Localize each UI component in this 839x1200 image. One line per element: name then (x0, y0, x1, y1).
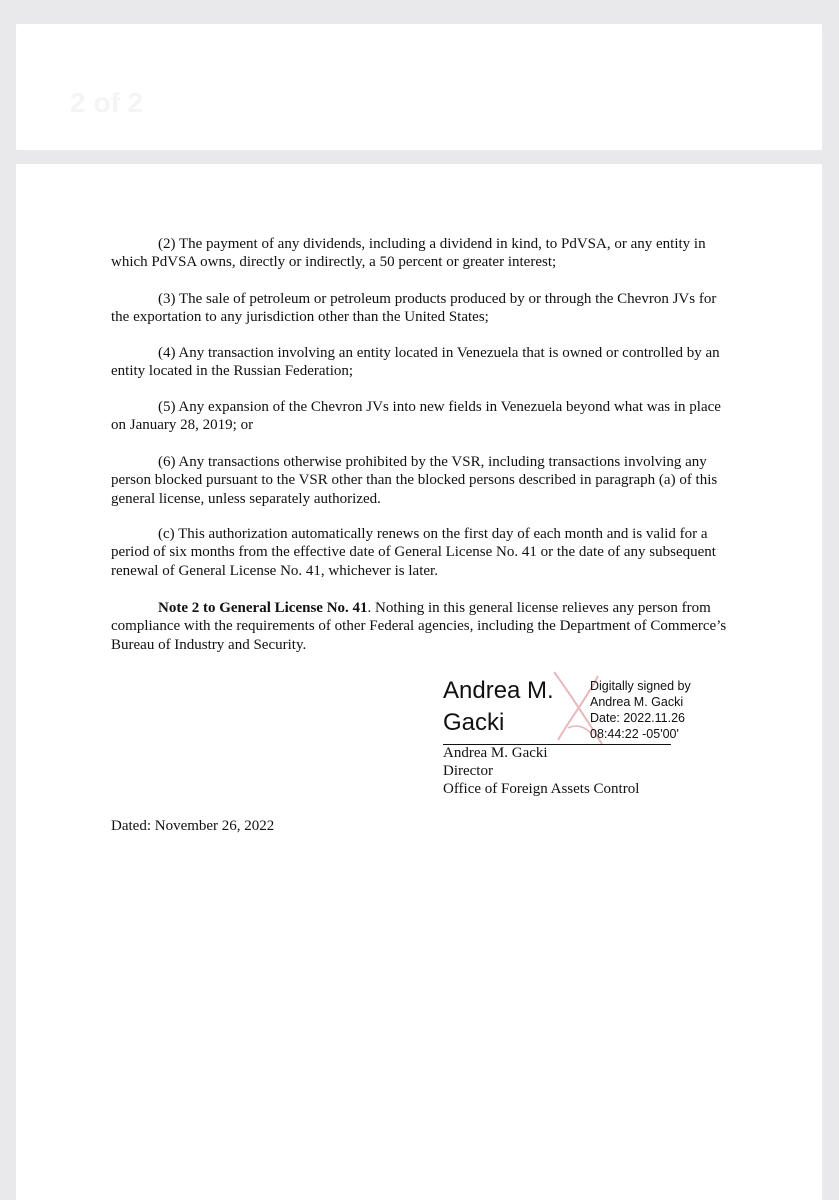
paragraph-6-text: (6) Any transactions otherwise prohibited by the VSR, including transactions involving any person blocked pursuant to the VSR other than the blocked persons described in paragraph (a) of this general license, unless separately authorized. (111, 454, 718, 507)
note-heading: Note 2 to General License No. 41 (158, 600, 368, 616)
paragraph-c-text: (c) This authorization automatically renews on the first day of each month and is valid for a period of six months from the effective date of General License No. 41 or the date of any subsequent renewal of General License No. 41, whichever is later. (111, 526, 716, 579)
paragraph-4-text: (4) Any transaction involving an entity located in Venezuela that is owned or controlled by an entity located in the Russian Federation; (111, 345, 720, 380)
page-indicator: 2 of 2 (70, 87, 144, 118)
signer-name: Andrea M. Gacki (443, 745, 548, 761)
paragraph-4 (111, 344, 731, 381)
digital-sign-date: Date: 2022.11.26 (590, 711, 685, 725)
paragraph-c (111, 525, 731, 580)
dated-line: Dated: November 26, 2022 (111, 818, 275, 834)
note-paragraph (111, 599, 731, 654)
signature-name-line2: Gacki (443, 709, 505, 736)
digital-sign-time: 08:44:22 -05'00' (590, 727, 679, 741)
signer-office: Office of Foreign Assets Control (443, 781, 640, 797)
paragraph-6 (111, 453, 731, 508)
signer-title: Director (443, 763, 493, 779)
paragraph-2-text: (2) The payment of any dividends, including a dividend in kind, to PdVSA, or any entity in which PdVSA owns, directly or indirectly, a 50 percent or greater interest; (111, 236, 706, 271)
signature-name-line1: Andrea M. (443, 677, 554, 704)
paragraph-2 (111, 235, 731, 272)
paragraph-3 (111, 290, 731, 327)
digital-sign-line1: Digitally signed by (590, 679, 691, 693)
paragraph-5 (111, 398, 731, 435)
note-text: . Nothing in this general license relieves any person from compliance with the requirements of other Federal agencies, including the Department of Commerce’s Bureau of Industry and Security. (111, 600, 727, 653)
digital-sign-line2: Andrea M. Gacki (590, 695, 684, 709)
paragraph-3-text: (3) The sale of petroleum or petroleum products produced by or through the Chevron JVs for the exportation to any jurisdiction other than the United States; (111, 291, 717, 326)
paragraph-5-text: (5) Any expansion of the Chevron JVs into new fields in Venezuela beyond what was in place on January 28, 2019; or (111, 399, 721, 434)
